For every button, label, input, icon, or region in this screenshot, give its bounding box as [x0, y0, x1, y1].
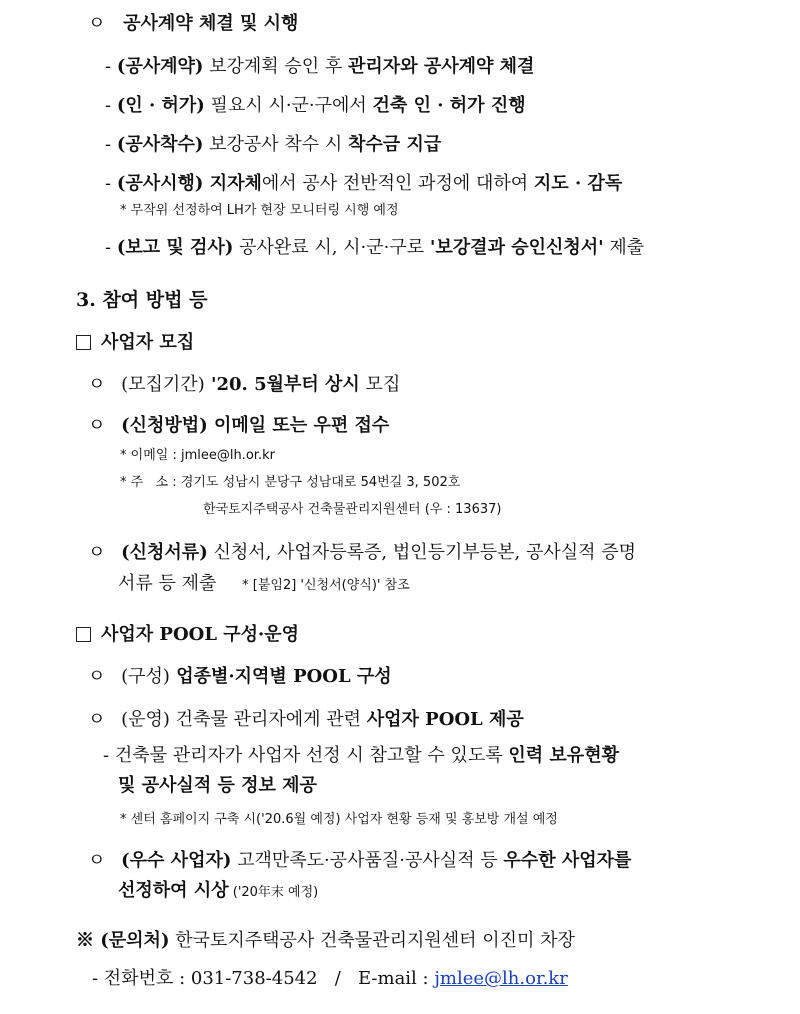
best-contractor: ㅇ (우수 사업자) 고객만족도·공사품질·공사실적 등 우수한 사업자를 — [88, 850, 632, 871]
email-link[interactable]: jmlee@lh.or.kr — [434, 968, 568, 989]
checkbox-square-icon — [76, 335, 91, 350]
contact-phone-email: - 전화번호 : 031-738-4542 / E-mail : jmlee@lh.or.kr — [92, 968, 568, 989]
list-item: - (공사착수) 보강공사 착수 시 착수금 지급 — [105, 134, 442, 155]
list-item: - (공사시행) 지자체에서 공사 전반적인 과정에 대하여 지도 · 감독 — [105, 173, 623, 194]
circle-bullet: ㅇ — [88, 13, 106, 34]
apply-address: * 주 소 : 경기도 성남시 분당구 성남대로 54번길 3, 502호 — [120, 475, 461, 490]
footnote: * 무작위 선정하여 LH가 현장 모니터링 시행 예정 — [120, 203, 399, 218]
best-contractor-cont: 선정하여 시상 ('20年末 예정) — [118, 880, 319, 901]
footnote: * 센터 홈페이지 구축 시('20.6월 예정) 사업자 현황 등재 및 홍보방 개설 예정 — [120, 812, 558, 827]
checkbox-square-icon — [76, 627, 91, 642]
list-item: - (인 · 허가) 필요시 시·군·구에서 건축 인 · 허가 진행 — [105, 95, 526, 116]
section-heading-contract — [88, 12, 298, 36]
reference-mark: ※ — [76, 930, 94, 951]
recruit-period: ㅇ (모집기간) '20. 5월부터 상시 모집 — [88, 374, 401, 395]
pool-operation-detail-cont: 및 공사실적 등 정보 제공 — [118, 775, 317, 796]
list-item: - (공사계약) 보강계획 승인 후 관리자와 공사계약 체결 — [105, 56, 535, 77]
apply-address-line2: 한국토지주택공사 건축물관리지원센터 (우 : 13637) — [203, 502, 502, 517]
box-heading-pool: 사업자 POOL 구성·운영 — [76, 623, 299, 647]
box-heading-recruit: 사업자 모집 — [76, 331, 194, 355]
list-item: - (보고 및 검사) 공사완료 시, 시·군·구로 '보강결과 승인신청서' 제출 — [105, 237, 645, 258]
section-title: 3. 참여 방법 등 — [76, 289, 208, 311]
pool-composition: ㅇ (구성) 업종별·지역별 POOL 구성 — [88, 666, 392, 687]
apply-email: * 이메일 : jmlee@lh.or.kr — [120, 448, 275, 463]
apply-docs: ㅇ (신청서류) 신청서, 사업자등록증, 법인등기부등본, 공사실적 증명 — [88, 542, 637, 563]
pool-operation-detail: - 건축물 관리자가 사업자 선정 시 참고할 수 있도록 인력 보유현황 — [103, 745, 619, 766]
contact-info: ※ (문의처) 한국토지주택공사 건축물관리지원센터 이진미 차장 — [76, 930, 575, 951]
apply-method: ㅇ (신청방법) 이메일 또는 우편 접수 — [88, 415, 390, 436]
apply-docs-cont: 서류 등 제출 * [붙임2] '신청서(양식)' 참조 — [118, 573, 410, 594]
heading-text: 공사계약 체결 및 시행 — [123, 13, 299, 34]
pool-operation: ㅇ (운영) 건축물 관리자에게 관련 사업자 POOL 제공 — [88, 709, 524, 730]
